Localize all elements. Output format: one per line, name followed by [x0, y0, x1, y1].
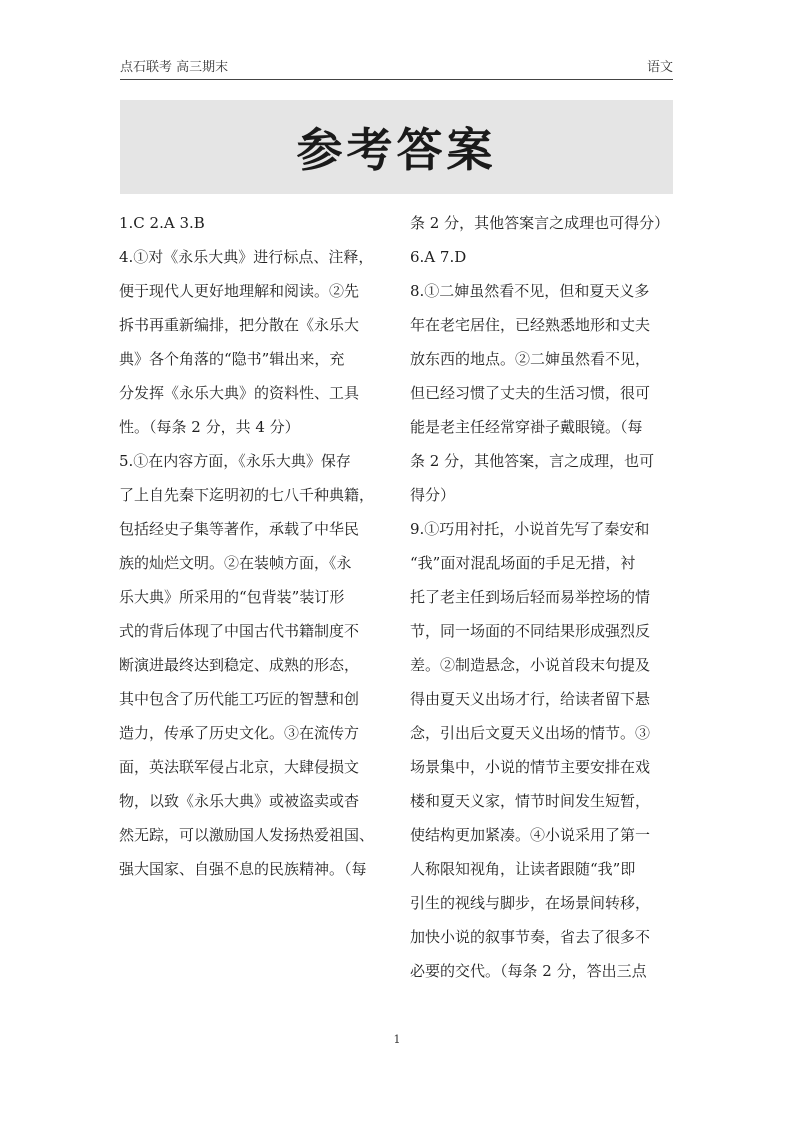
- text-line: 面，英法联军侵占北京，大肆侵损文: [119, 758, 360, 776]
- text-line: 9.①巧用衬托，小说首先写了秦安和: [410, 520, 650, 538]
- text-line: 物，以致《永乐大典》或被盗卖或杳: [119, 792, 360, 810]
- text-line: 必要的交代。（每条 2 分，答出三点: [410, 962, 647, 980]
- text-line: 场景集中，小说的情节主要安排在戏: [410, 758, 651, 776]
- text-line: 乐大典》所采用的“包背装”装订形: [119, 588, 345, 606]
- text-line: 拆书再重新编排，把分散在《永乐大: [119, 316, 360, 334]
- text-line: 得由夏天义出场才行，给读者留下悬: [410, 690, 651, 708]
- text-line: 条 2 分，其他答案言之成理也可得分）: [410, 214, 670, 232]
- text-line: 包括经史子集等著作，承载了中华民: [119, 520, 360, 538]
- title-banner: [120, 100, 673, 194]
- text-line: 分发挥《永乐大典》的资料性、工具: [119, 384, 360, 402]
- text-line: 4.①对《永乐大典》进行标点、注释，: [119, 248, 374, 266]
- answers-left-column: [119, 206, 382, 886]
- text-line: 念，引出后文夏天义出场的情节。③: [410, 724, 651, 742]
- text-line: 断演进最终达到稳定、成熟的形态，: [119, 656, 360, 674]
- text-line: 造力，传承了历史文化。③在流传方: [119, 724, 360, 742]
- text-line: “我”面对混乱场面的手足无措，衬: [410, 554, 636, 572]
- text-line: 引生的视线与脚步，在场景间转移，: [410, 894, 651, 912]
- text-line: 典》各个角落的“隐书”辑出来，充: [119, 350, 345, 368]
- text-line: 加快小说的叙事节奏，省去了很多不: [410, 928, 651, 946]
- text-line: 其中包含了历代能工巧匠的智慧和创: [119, 690, 360, 708]
- text-line: 楼和夏天义家，情节时间发生短暂，: [410, 792, 651, 810]
- text-line: 条 2 分，其他答案，言之成理，也可: [410, 452, 655, 470]
- answers-right-column: [410, 206, 673, 988]
- text-line: 然无踪，可以激励国人发扬热爱祖国、: [119, 826, 375, 844]
- text-line: 族的灿烂文明。②在装帧方面，《永: [119, 554, 352, 572]
- text-line: 放东西的地点。②二婶虽然看不见，: [410, 350, 651, 368]
- text-line: 式的背后体现了中国古代书籍制度不: [119, 622, 360, 640]
- text-line: 使结构更加紧凑。④小说采用了第一: [410, 826, 651, 844]
- text-line: 1.C 2.A 3.B: [119, 214, 205, 232]
- text-line: 但已经习惯了丈夫的生活习惯，很可: [410, 384, 651, 402]
- text-line: 得分）: [410, 486, 456, 504]
- header-divider: [120, 79, 673, 80]
- page-number: 1: [393, 1033, 401, 1046]
- header-subject: 语文: [646, 60, 673, 75]
- text-line: 差。②制造悬念，小说首段末句提及: [410, 656, 651, 674]
- text-line: 节，同一场面的不同结果形成强烈反: [410, 622, 651, 640]
- text-line: 5.①在内容方面，《永乐大典》保存: [119, 452, 351, 470]
- text-line: 6.A 7.D: [410, 248, 467, 266]
- text-line: 便于现代人更好地理解和阅读。②先: [119, 282, 360, 300]
- text-line: 8.①二婶虽然看不见，但和夏天义多: [410, 282, 650, 300]
- text-line: 强大国家、自强不息的民族精神。（每: [119, 860, 367, 878]
- text-line: 了上自先秦下迄明初的七八千种典籍，: [119, 486, 375, 504]
- header-exam-name: 点石联考 高三期末: [120, 60, 229, 75]
- text-line: 托了老主任到场后轻而易举控场的情: [410, 588, 651, 606]
- text-line: 性。（每条 2 分，共 4 分）: [119, 418, 300, 436]
- text-line: 能是老主任经常穿褂子戴眼镜。（每: [410, 418, 643, 436]
- page-title: 参考答案: [296, 123, 497, 177]
- text-line: 人称限知视角，让读者跟随“我”即: [410, 860, 636, 878]
- text-line: 年在老宅居住，已经熟悉地形和丈夫: [410, 316, 651, 334]
